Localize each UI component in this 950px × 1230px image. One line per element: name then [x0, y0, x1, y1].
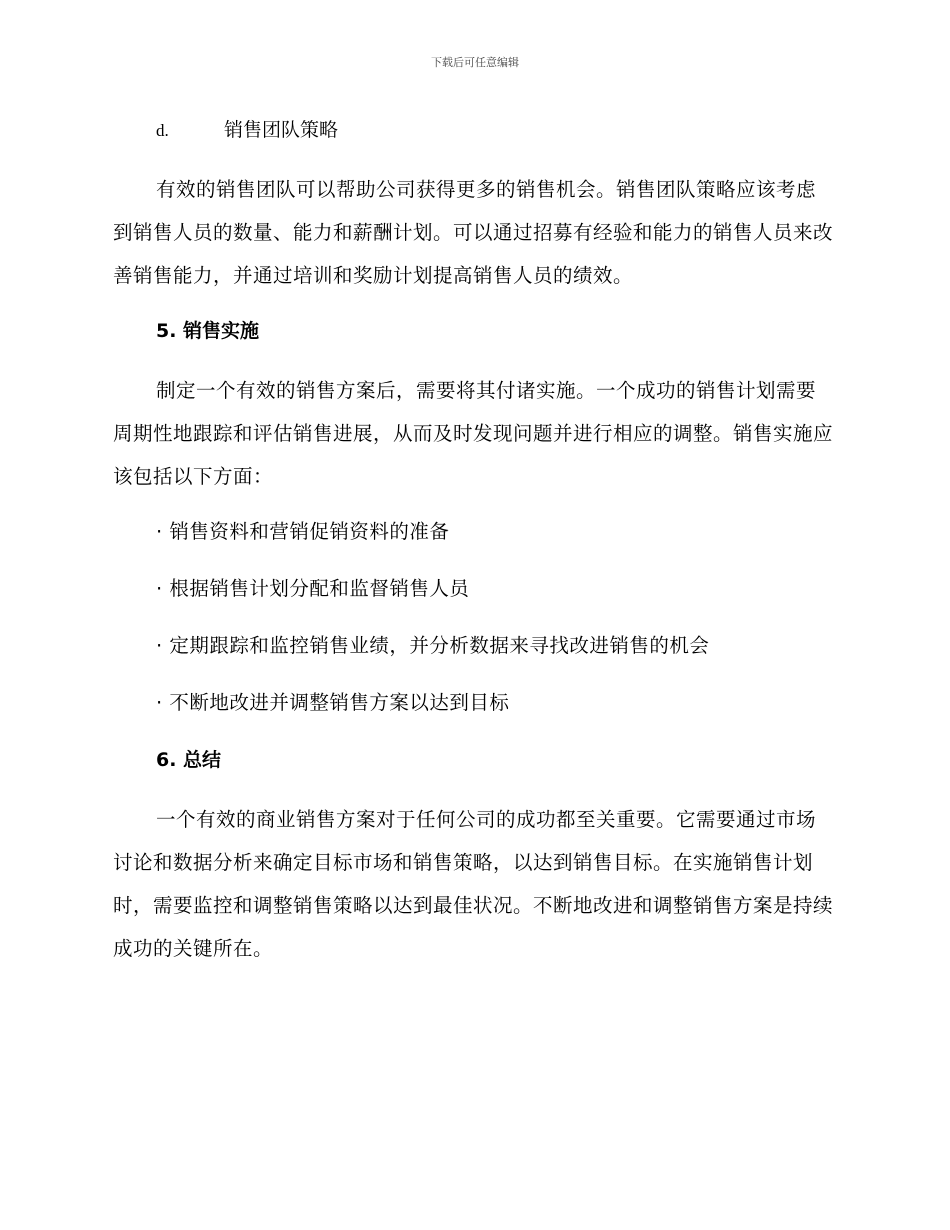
- list-item: · 定期跟踪和监控销售业绩，并分析数据来寻找改进销售的机会: [156, 634, 710, 657]
- document-content: [113, 112, 833, 986]
- paragraph-summary: 一个有效的商业销售方案对于任何公司的成功都至关重要。它需要通过市场讨论和数据分析来确定目标市场和销售策略，以达到销售目标。在实施销售计划时，需要监控和调整销售策略以达到最佳状况。不断地改进和调整销售方案是持续成功的关键所在。: [113, 808, 834, 960]
- paragraph-sales-implementation: 制定一个有效的销售方案后，需要将其付诸实施。一个成功的销售计划需要周期性地跟踪和评估销售进展，从而及时发现问题并进行相应的调整。销售实施应该包括以下方面：: [113, 379, 834, 488]
- section-heading-6: 6. 总结: [156, 749, 222, 771]
- subsection-heading-d: [113, 112, 833, 148]
- header-note: 下载后可任意编辑: [431, 56, 519, 69]
- subsection-marker: d.: [156, 121, 169, 140]
- subsection-title: 销售团队策略: [224, 119, 339, 141]
- section-heading-5: 5. 销售实施: [156, 320, 260, 342]
- list-item: · 根据销售计划分配和监督销售人员: [156, 577, 470, 600]
- paragraph-sales-team: 有效的销售团队可以帮助公司获得更多的销售机会。销售团队策略应该考虑到销售人员的数量、能力和薪酬计划。可以通过招募有经验和能力的销售人员来改善销售能力，并通过培训和奖励计划提高销售人员的绩效。: [113, 178, 834, 287]
- list-item: · 不断地改进并调整销售方案以达到目标: [156, 691, 510, 714]
- list-item: · 销售资料和营销促销资料的准备: [156, 520, 450, 543]
